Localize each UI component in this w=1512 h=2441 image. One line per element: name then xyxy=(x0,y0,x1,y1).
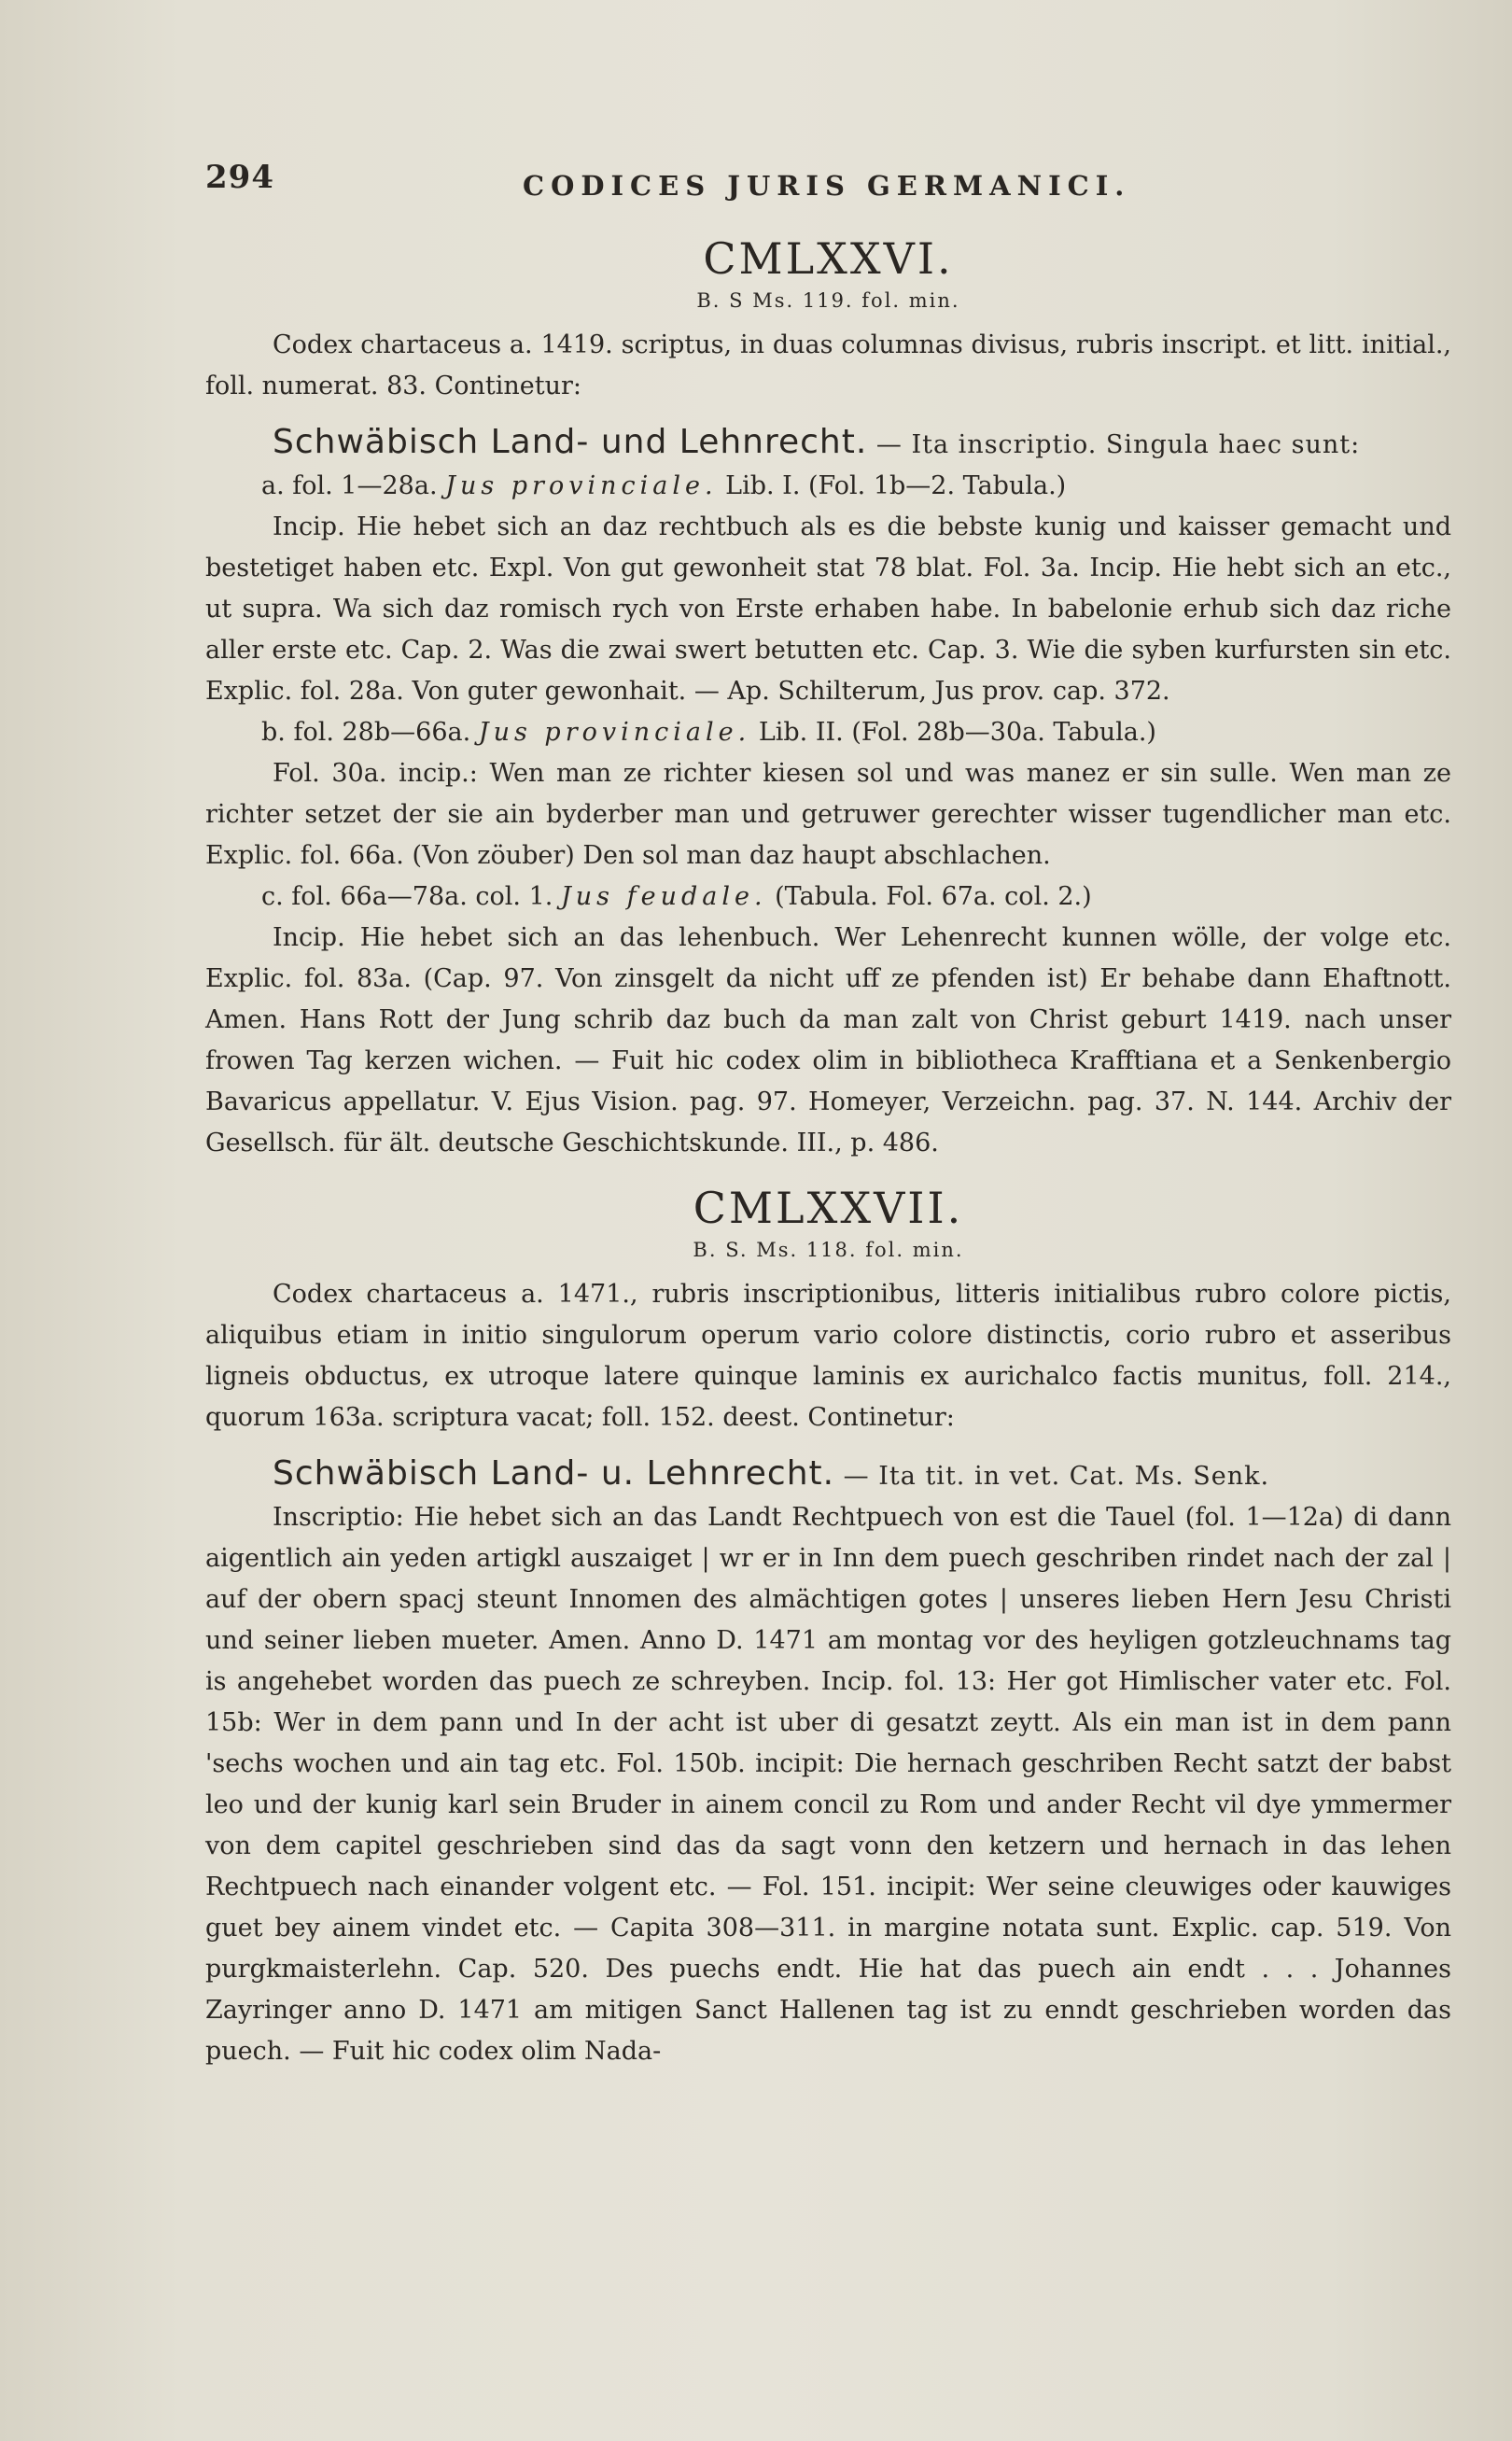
work-title-note: — Ita tit. in vet. Cat. Ms. Senk. xyxy=(834,1462,1270,1491)
section-a-label: a. fol. 1—28a. xyxy=(261,471,438,500)
running-head: CODICES JURIS GERMANICI. xyxy=(523,170,1131,202)
incipit-2: Fol. 30a. incip.: Wen man ze richter kiesen sol und was manez er sin sulle. Wen man ze richter setzet der sie ain byderber man und getruwer gerechter wisser tugendlicher man etc. Explic. fol. 66a. (Von zöuber) Den sol man daz haupt abschlachen. xyxy=(205,759,1451,870)
section-b-label: b. fol. 28b—66a. xyxy=(261,718,471,747)
section-a-work: Jus provinciale. xyxy=(445,471,718,500)
shelfmark: B. S Ms. 119. fol. min. xyxy=(696,289,960,312)
text-column xyxy=(205,159,1451,2072)
section-c-rest: (Tabula. Fol. 67a. col. 2.) xyxy=(775,882,1092,911)
page-header xyxy=(205,159,1451,215)
codex-body: Inscriptio: Hie hebet sich an das Landt Rechtpuech von est die Tauel (fol. 1—12a) di dann aigentlich ain yeden artigkl auszaiget | wr er in Inn dem puech geschriben rindet nach der zal | auf der obern spacj steunt Innomen des almächtigen gotes | unseres lieben Hern Jesu Christi und seiner lieben mueter. Amen. Anno D. 1471 am montag vor des heyligen gotzleuchnams tag is angehebet worden das puech ze schreyben. Incip. fol. 13: Her got Himlischer vater etc. Fol. 15b: Wer in dem pann und In der acht ist uber di gesatzt zeytt. Als ein man ist in dem pann 'sechs wochen und ain tag etc. Fol. 150b. incipit: Die hernach geschriben Recht satzt der babst leo und der kunig karl sein Bruder in ainem concil zu Rom und ander Recht vil dye ymmermer von dem capitel geschrieben sind das da sagt vonn den ketzern und hernach in das lehen Rechtpuech nach einander volgent etc. — Fol. 151. incipit: Wer seine cleuwiges oder kauwiges guet bey ainem vindet etc. — Capita 308—311. in margine notata sunt. Explic. cap. 519. Von purgkmaisterlehn. Cap. 520. Des puechs endt. Hie hat das puech ain endt . . . Johannes Zayringer anno D. 1471 am mitigen Sanct Hallenen tag ist zu enndt geschrieben worden das puech. — Fuit hic codex olim Nada- xyxy=(205,1503,1451,2066)
incipit-3: Incip. Hie hebet sich an das lehenbuch. Wer Lehenrecht kunnen wölle, der volge etc. Explic. fol. 83a. (Cap. 97. Von zinsgelt da nicht uff ze pfenden ist) Er behabe dann Ehaftnott. Amen. Hans Rott der Jung schrib daz buch da man zalt von Christ geburt 1419. nach unser frowen Tag kerzen wichen. — Fuit hic codex olim in bibliotheca Krafftiana et a Senkenbergio Bavaricus appellatur. V. Ejus Vision. pag. 97. Homeyer, Verzeichn. pag. 37. N. 144. Archiv der Gesellsch. für ält. deutsche Geschichtskunde. III., p. 486. xyxy=(205,923,1451,1157)
section-a-rest: Lib. I. (Fol. 1b—2. Tabula.) xyxy=(725,471,1067,500)
section-c-label: c. fol. 66a—78a. col. 1. xyxy=(261,882,553,911)
work-title xyxy=(205,1452,1451,1497)
codex-description: Codex chartaceus a. 1419. scriptus, in duas columnas divisus, rubris inscript. et litt. initial., foll. numerat. 83. Continetur: xyxy=(205,330,1451,400)
codex-number: CMLXXVI. xyxy=(703,233,954,284)
section-c-work: Jus feudale. xyxy=(560,882,767,911)
section-c xyxy=(205,877,1451,918)
incipit-1: Incip. Hie hebet sich an daz rechtbuch als es die bebste kunig und kaisser gemacht und bestetiget haben etc. Expl. Von gut gewonheit stat 78 blat. Fol. 3a. Incip. Hie hebt sich an etc., ut supra. Wa sich daz romisch rych von Erste erhaben habe. In babelonie erhub sich daz riche aller erste etc. Cap. 2. Was die zwai swert betutten etc. Cap. 3. Wie die syben kurfursten sin etc. Explic. fol. 28a. Von guter gewonhait. — Ap. Schilterum, Jus prov. cap. 372. xyxy=(205,512,1451,706)
section-b xyxy=(205,712,1451,753)
work-title xyxy=(205,420,1451,466)
section-b-work: Jus provinciale. xyxy=(478,718,751,747)
shelfmark: B. S. Ms. 118. fol. min. xyxy=(693,1239,964,1261)
work-title-text: Schwäbisch Land- u. Lehnrecht. xyxy=(273,1454,835,1493)
work-title-text: Schwäbisch Land- und Lehnrecht. xyxy=(273,423,868,461)
section-a xyxy=(205,466,1451,507)
codex-description: Codex chartaceus a. 1471., rubris inscriptionibus, litteris initialibus rubro colore pictis, aliquibus etiam in initio singulorum operum vario colore distinctis, corio rubro et asseribus ligneis obductus, ex utroque latere quinque laminis ex aurichalco factis munitus, foll. 214., quorum 163a. scriptura vacat; foll. 152. deest. Continetur: xyxy=(205,1280,1451,1432)
section-b-rest: Lib. II. (Fol. 28b—30a. Tabula.) xyxy=(758,718,1156,747)
codex-number: CMLXXVII. xyxy=(693,1183,964,1233)
page-number: 294 xyxy=(205,159,274,196)
work-title-note: — Ita inscriptio. Singula haec sunt: xyxy=(867,430,1361,459)
